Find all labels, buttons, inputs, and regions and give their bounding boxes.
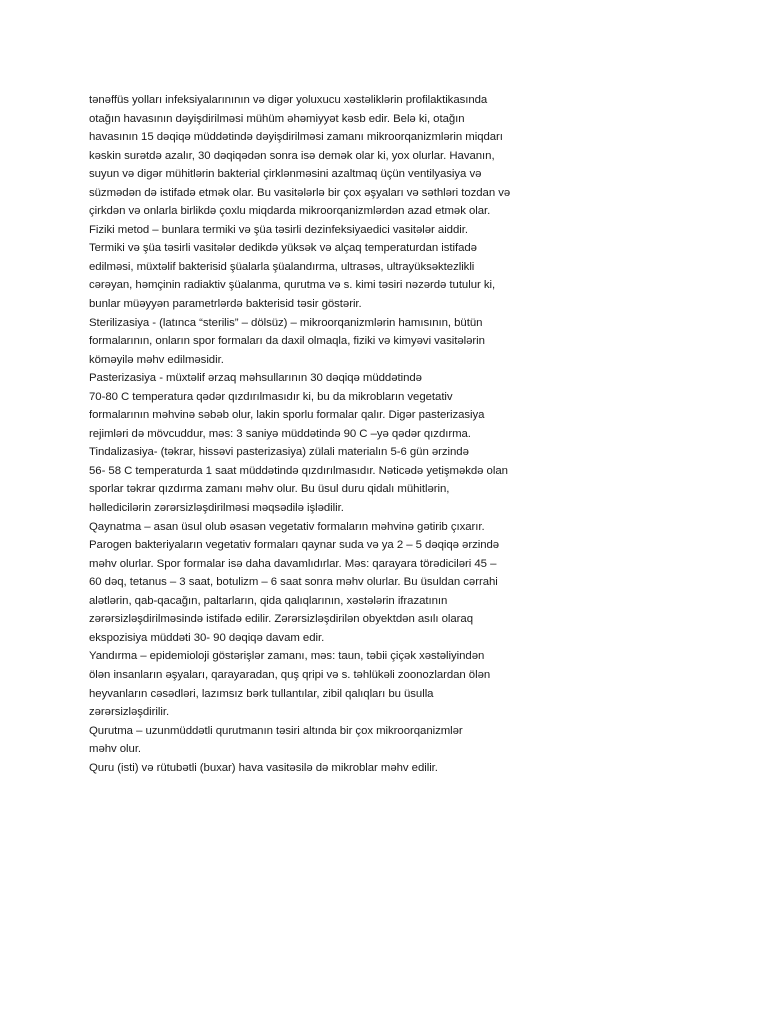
text-line: 56- 58 C temperaturda 1 saat müddətində qızdırılmasıdır. Nəticədə yetişməkdə olan — [89, 464, 508, 477]
text-line: Qaynatma – asan üsul olub əsasən vegetativ formaların məhvinə gətirib çıxarır. — [89, 520, 485, 533]
text-line: havasının 15 dəqiqə müddətində dəyişdirilməsi zamanı mikroorqanizmlərin miqdarı — [89, 131, 503, 144]
document-page — [89, 91, 559, 777]
text-line: sporlar təkrar qızdırma zamanı məhv olur. Bu üsul duru qidalı mühitlərin, — [89, 483, 450, 496]
text-line: zərərsizləşdirilməsində istifadə edilir. Zərərsizləşdirilən obyektdən asılı olaraq — [89, 613, 473, 626]
text-line: köməyilə məhv edilməsidir. — [89, 353, 224, 366]
text-line: rejimləri də mövcuddur, məs: 3 saniyə müddətində 90 C –yə qədər qızdırma. — [89, 427, 471, 440]
text-line: Yandırma – epidemioloji göstərişlər zamanı, məs: taun, təbii çiçək xəstəliyindən — [89, 650, 485, 663]
text-line: ekspozisiya müddəti 30- 90 dəqiqə davam edir. — [89, 631, 325, 644]
text-line: suyun və digər mühitlərin bakterial çirklənməsini azaltmaq üçün ventilyasiya və — [89, 168, 482, 181]
text-line: 60 dəq, tetanus – 3 saat, botulizm – 6 saat sonra məhv olurlar. Bu üsuldan cərrahi — [89, 576, 498, 589]
text-line: ölən insanların əşyaları, qarayaradan, quş qripi və s. təhlükəli zoonozlardan ölən — [89, 668, 491, 681]
text-line: zərərsizləşdirilir. — [89, 706, 170, 719]
text-line: tənəffüs yolları infeksiyalarınının və digər yoluxucu xəstəliklərin profilaktikasında — [89, 94, 488, 106]
text-line: Parogen bakteriyaların vegetativ formaları qaynar suda və ya 2 – 5 dəqiqə ərzində — [89, 539, 500, 552]
text-line: heyvanların cəsədləri, lazımsız bərk tullantılar, zibil qalıqları bu üsulla — [89, 687, 434, 700]
text-line: Sterilizasiya - (latınca “sterilis” – dölsüz) – mikroorqanizmlərin hamısının, bütün — [89, 316, 483, 329]
document-body-text — [89, 91, 559, 777]
text-line: Qurutma – uzunmüddətli qurutmanın təsiri altında bir çox mikroorqanizmlər — [89, 724, 463, 737]
text-line: Tindalizasiya- (təkrar, hissəvi pasterizasiya) zülali materialın 5-6 gün ərzində — [89, 446, 469, 459]
text-line: Pasterizasiya - müxtəlif ərzaq məhsullarının 30 dəqiqə müddətində — [89, 372, 422, 385]
text-line: formalarının, onların spor formaları da daxil olmaqla, fiziki və kimyəvi vasitələrin — [89, 335, 485, 348]
text-line: Fiziki metod – bunlara termiki və şüa təsirli dezinfeksiyaedici vasitələr aiddir. — [89, 223, 468, 236]
text-line: çirkdən və onlarla birlikdə çoxlu miqdarda mikroorqanizmlərdən azad etmək olar. — [89, 205, 491, 218]
text-line: məhv olurlar. Spor formalar isə daha davamlıdırlar. Məs: qarayara törədiciləri 45 – — [89, 557, 497, 570]
text-line: bunlar müəyyən parametrlərdə bakterisid təsir göstərir. — [89, 298, 362, 311]
text-line: süzmədən də istifadə etmək olar. Bu vasitələrlə bir çox əşyaları və səthləri tozdan və — [89, 186, 511, 199]
text-line: kəskin surətdə azalır, 30 dəqiqədən sonra isə demək olar ki, yox olurlar. Havanın, — [89, 149, 495, 162]
text-line: alətlərin, qab-qacağın, paltarların, qida qalıqlarının, xəstələrin ifrazatının — [89, 594, 448, 607]
text-line: həlledicilərin zərərsizləşdirilməsi məqsədilə işlədilir. — [89, 502, 344, 515]
text-line: Termiki və şüa təsirli vasitələr dedikdə yüksək və alçaq temperaturdan istifadə — [89, 242, 477, 255]
text-line: cərəyan, həmçinin radiaktiv şüalanma, qurutma və s. kimi təsiri nəzərdə tutulur ki, — [89, 279, 496, 292]
text-line: məhv olur. — [89, 743, 142, 756]
text-line: otağın havasının dəyişdirilməsi mühüm əhəmiyyət kəsb edir. Belə ki, otağın — [89, 112, 465, 125]
text-line: 70-80 C temperatura qədər qızdırılmasıdır ki, bu da mikrobların vegetativ — [89, 390, 453, 403]
text-line: edilməsi, müxtəlif bakterisid şüalarla şüalandırma, ultrasəs, ultrayüksəktezlikli — [89, 260, 475, 273]
text-line: formalarının məhvinə səbəb olur, lakin sporlu formalar qalır. Digər pasterizasiya — [89, 409, 485, 422]
text-line: Quru (isti) və rütubətli (buxar) hava vasitəsilə də mikroblar məhv edilir. — [89, 761, 438, 774]
